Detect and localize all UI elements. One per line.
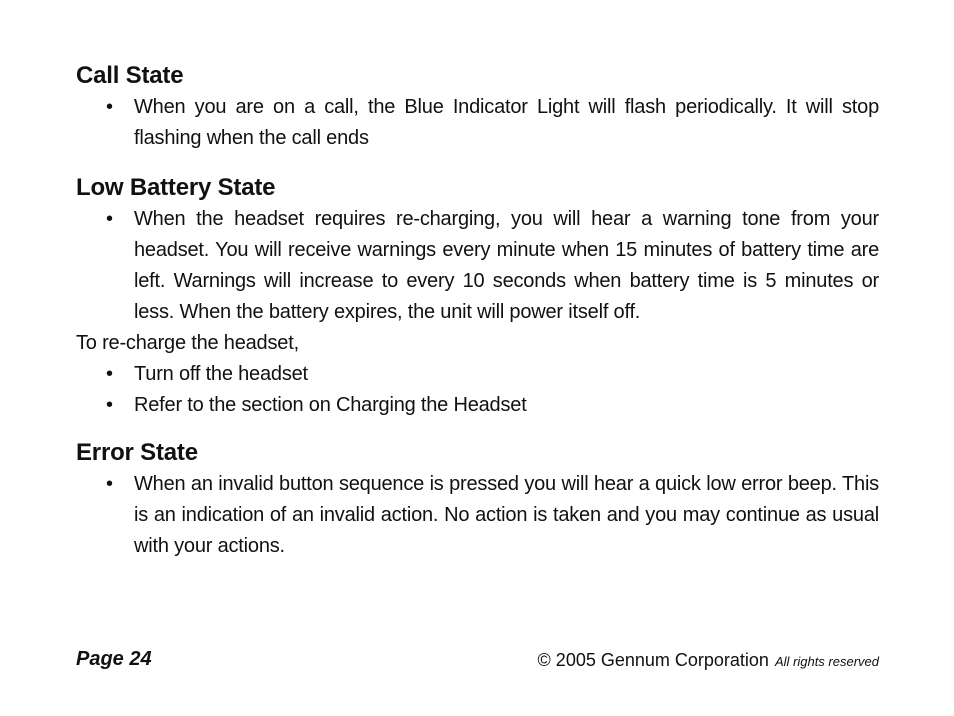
call-state-bullets xyxy=(76,92,879,154)
copyright-text: © 2005 Gennum Corporation xyxy=(537,650,769,670)
list-item xyxy=(76,390,879,421)
low-battery-bullets xyxy=(76,204,879,328)
bullet-icon: • xyxy=(106,96,113,118)
bullet-text: When an invalid button sequence is pressed you will hear a quick low error beep. This is an indication of an invalid action. No action is taken and you may continue as usual with your actions. xyxy=(134,473,879,557)
recharge-steps xyxy=(76,359,879,421)
bullet-text: When you are on a call, the Blue Indicator Light will flash periodically. It will stop flashing when the call ends xyxy=(134,96,879,149)
document-body xyxy=(76,60,879,562)
bullet-text: Turn off the headset xyxy=(134,363,308,385)
section-title-low-battery-state: Low Battery State xyxy=(76,174,276,201)
bullet-text: Refer to the section on Charging the Headset xyxy=(134,394,527,416)
list-item xyxy=(76,469,879,562)
rights-text: All rights reserved xyxy=(774,654,879,669)
bullet-icon: • xyxy=(106,473,113,495)
error-state-bullets xyxy=(76,469,879,562)
bullet-icon: • xyxy=(106,394,113,416)
bullet-text: When the headset requires re-charging, you will hear a warning tone from your headset. You will receive warnings every minute when 15 minutes of battery time are left. Warnings will increase to every 10 seconds when battery time is 5 minutes or less. When the battery expires, the unit will power itself off. xyxy=(134,208,879,323)
bullet-icon: • xyxy=(106,208,113,230)
section-title-call-state: Call State xyxy=(76,62,184,89)
list-item xyxy=(76,359,879,390)
list-item xyxy=(76,92,879,154)
copyright-notice xyxy=(538,650,879,671)
recharge-intro: To re-charge the headset, xyxy=(76,332,299,354)
bullet-icon: • xyxy=(106,363,113,385)
list-item xyxy=(76,204,879,328)
page-footer xyxy=(76,648,879,678)
page-number: Page 24 xyxy=(76,648,152,670)
section-title-error-state: Error State xyxy=(76,439,198,466)
